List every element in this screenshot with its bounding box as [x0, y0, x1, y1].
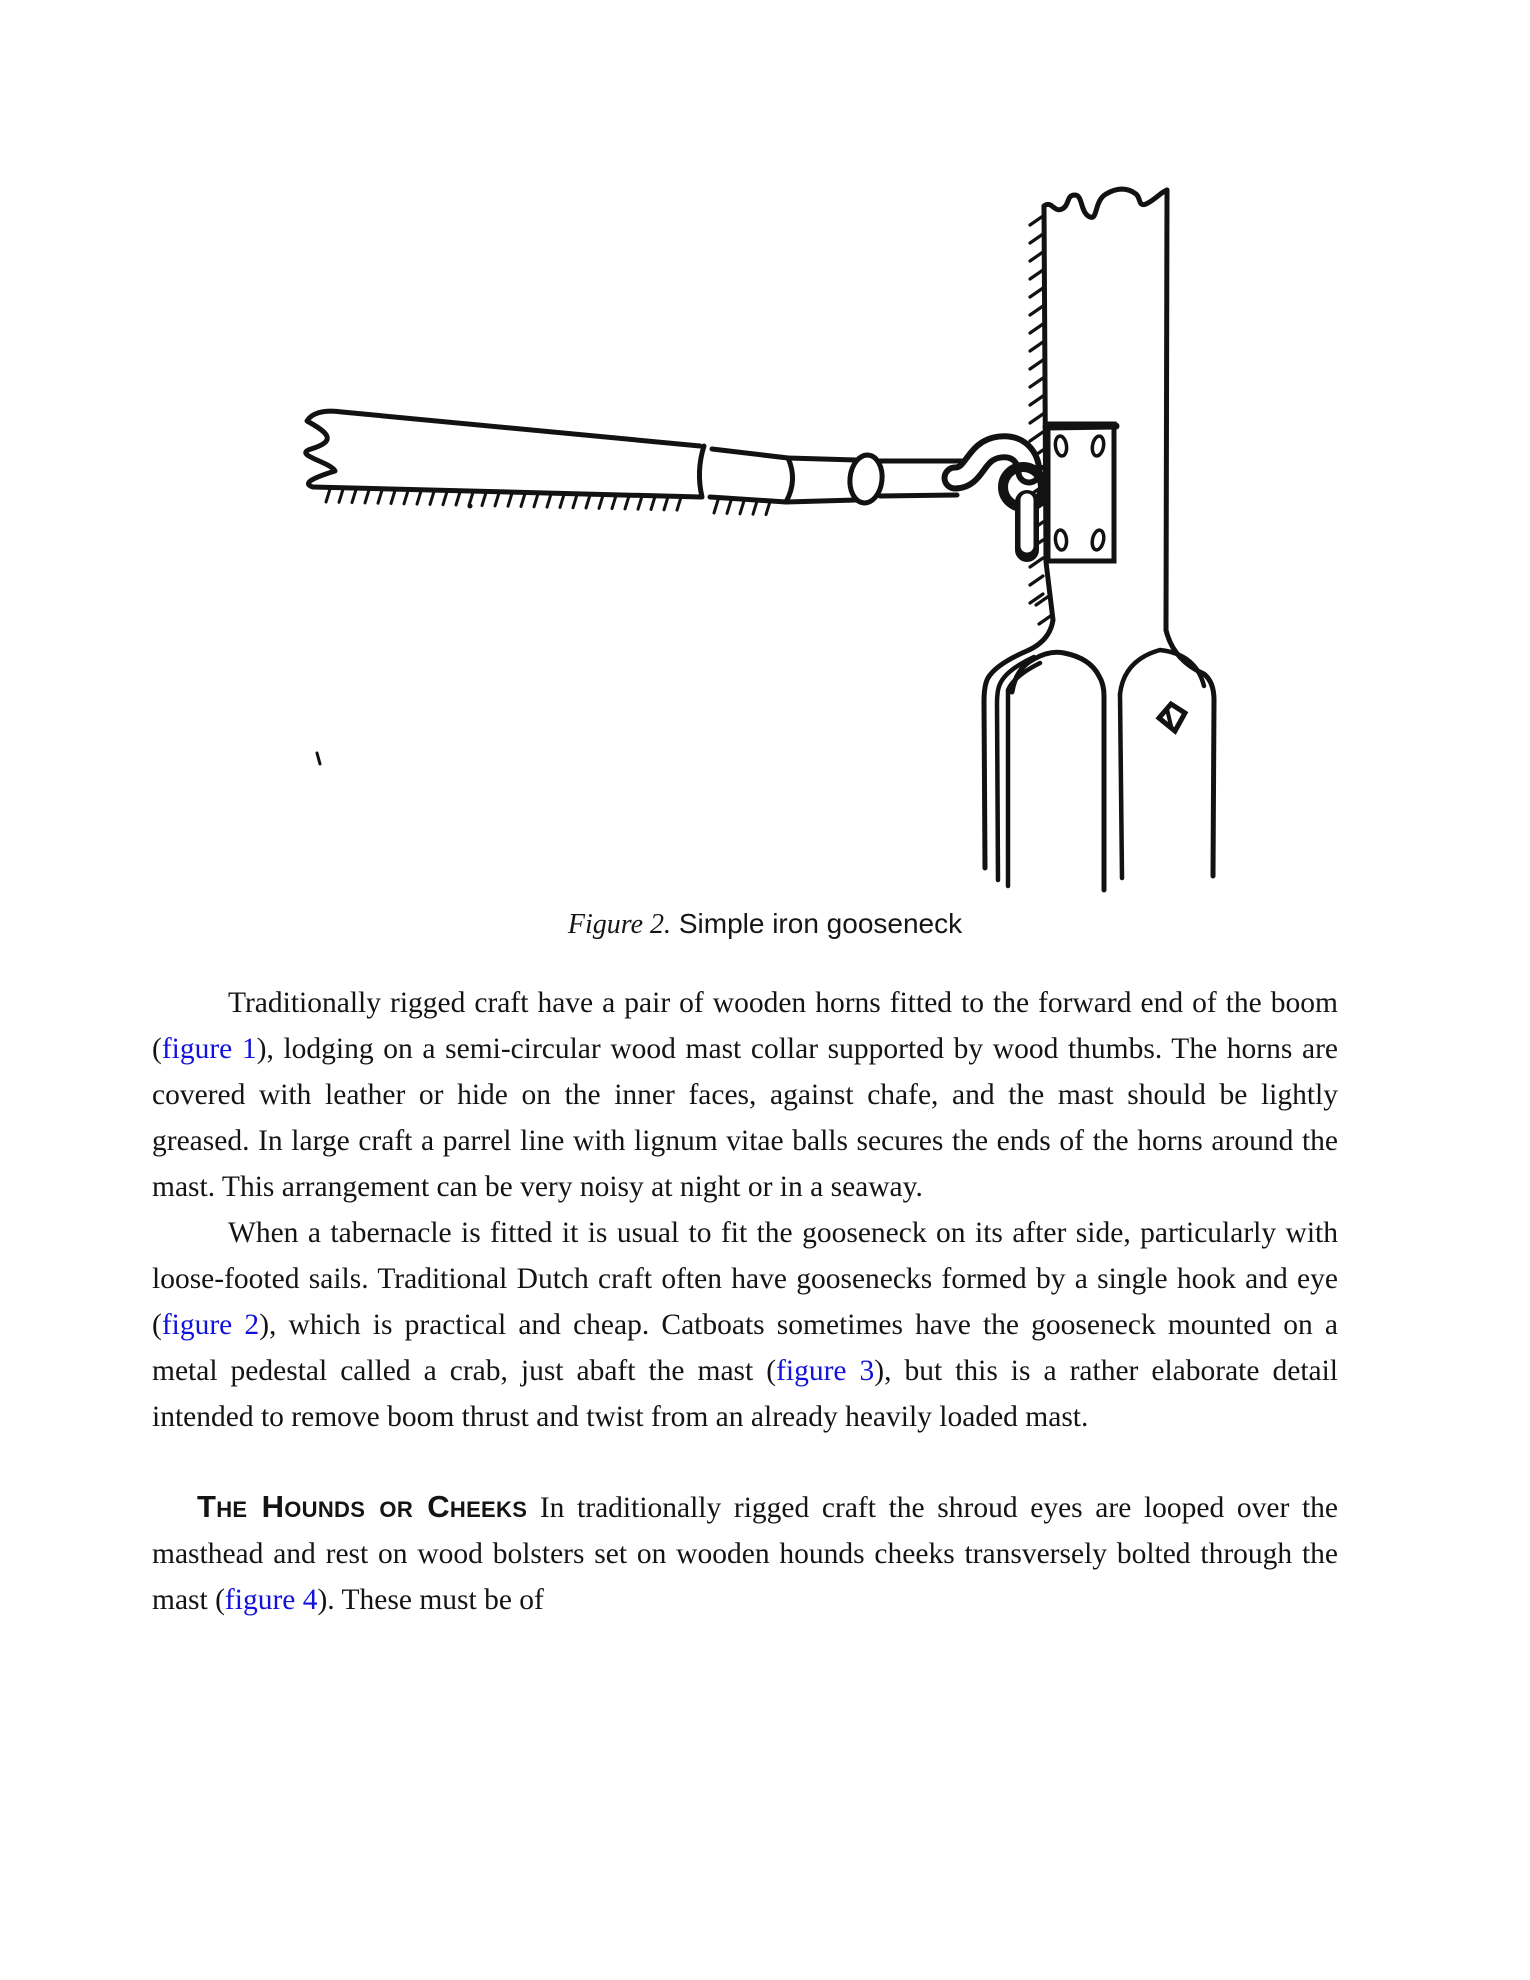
figure-caption	[0, 906, 1530, 943]
body-text: ), but this is a rather elaborate detail intended to remove boom thrust and twist from an already heavily loaded mast.	[152, 1355, 1338, 1433]
body-text: When a tabernacle is fitted it is usual to fit the gooseneck on its after side, particularly with loose-footed sails. Traditional Dutch craft often have goosenecks formed by a single hook and eye (	[152, 1217, 1338, 1341]
figure-link[interactable]: figure 1	[161, 1033, 257, 1065]
figure-link[interactable]: figure 2	[161, 1309, 260, 1341]
figure-link[interactable]: figure 4	[224, 1584, 318, 1616]
scan-speck	[468, 504, 473, 509]
body-text: Traditionally rigged craft have a pair of wooden horns fitted to the forward end of the boom (	[152, 987, 1338, 1065]
gooseneck-drawing	[0, 0, 1530, 960]
figure-caption-label: Figure 2.	[567, 909, 672, 940]
figure-illustration	[0, 0, 1530, 960]
figure-caption-text: Simple iron gooseneck	[671, 908, 963, 939]
gooseneck-hook-and-eye	[786, 447, 1080, 550]
text-block	[152, 980, 1338, 1623]
tabernacle	[984, 620, 1214, 890]
gooseneck-plate	[1046, 424, 1116, 561]
bolt-square	[1159, 704, 1185, 731]
figure-link[interactable]: figure 3	[776, 1355, 875, 1387]
paragraph	[152, 1484, 1338, 1623]
body-text: ). These must be of	[317, 1584, 544, 1616]
boom	[306, 411, 793, 514]
mast	[1030, 189, 1167, 630]
paragraph	[152, 1210, 1338, 1440]
body-text: ), lodging on a semi-circular wood mast collar supported by wood thumbs. The horns are covered with leather or hide on the inner faces, against chafe, and the mast should be lightly greased. In large craft a parrel line with lignum vitae balls secures the ends of the horns around the mast. This arrangement can be very noisy at night or in a seaway.	[152, 1033, 1339, 1203]
body-text: ), which is practical and cheap. Catboats sometimes have the gooseneck mounted on a metal pedestal called a crab, just abaft the mast (	[152, 1309, 1338, 1387]
body-text: In traditionally rigged craft the shroud eyes are looped over the masthead and rest on wood bolsters set on wooden hounds cheeks transversely bolted through the mast (	[152, 1492, 1338, 1616]
section-heading: The Hounds or Cheeks	[197, 1489, 528, 1524]
scan-speck	[317, 753, 320, 764]
paragraph	[152, 980, 1338, 1210]
